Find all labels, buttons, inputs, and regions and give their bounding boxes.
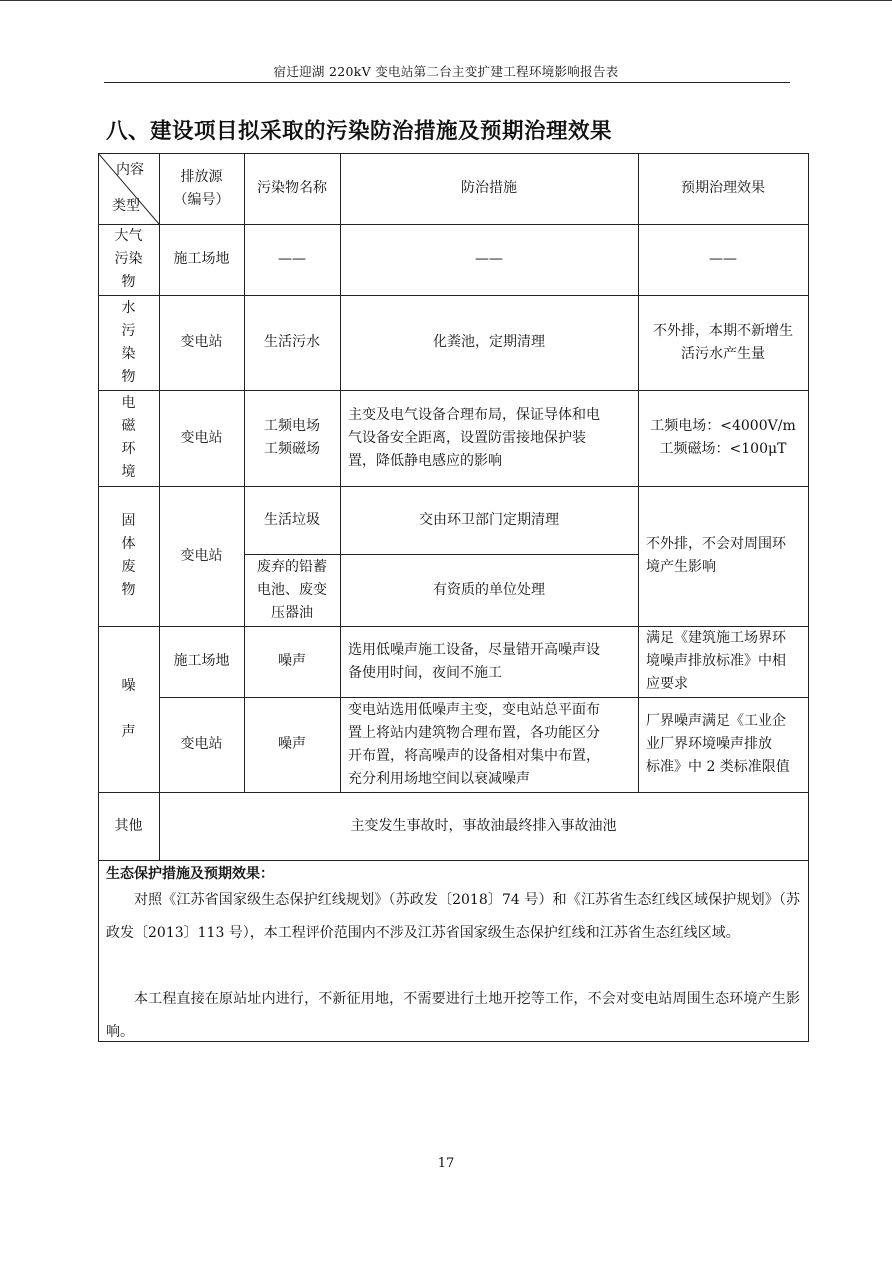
type-noise: 噪 声	[121, 677, 136, 740]
type-air: 大气 污染 物	[114, 228, 143, 290]
type-solid-waste: 固 体 废 物	[121, 513, 136, 598]
emf-source: 变电站	[180, 429, 223, 446]
water-measures: 化粪池，定期清理	[433, 334, 545, 350]
type-other: 其他	[114, 817, 143, 834]
solid-pollutant-garbage: 生活垃圾	[264, 511, 320, 528]
solid-measures-garbage: 交由环卫部门定期清理	[419, 511, 559, 528]
noise-effect-substation: 厂界噪声满足《工业企 业厂界环境噪声排放 标准》中 2 类标准限值	[646, 713, 790, 775]
noise-source-substation: 变电站	[180, 736, 223, 752]
air-source: 施工场地	[173, 251, 230, 267]
solid-effect: 不外排，不会对周围环 境产生影响	[646, 536, 786, 575]
section-title: 八、建设项目拟采取的污染防治措施及预期治理效果	[106, 119, 613, 144]
corner-label-type: 类型	[112, 198, 140, 214]
air-measures: ——	[475, 251, 503, 267]
ecology-paragraph-2: 本工程直接在原站址内进行，不新征用地，不需要进行土地开挖等工作，不会对变电站周围生态环境产生影响。	[106, 991, 800, 1040]
noise-effect-construction: 满足《建筑施工场界环 境噪声排放标准》中相 应要求	[646, 630, 786, 692]
ecology-paragraph-1: 对照《江苏省国家级生态保护红线规划》（苏政发〔2018〕74 号）和《江苏省生态红线区域保护规划》（苏政发〔2013〕113 号），本工程评价范围内不涉及江苏省国家级生态保护红线和江苏省生态红线区域。	[106, 892, 800, 941]
header-effect: 预期治理效果	[681, 180, 765, 196]
water-effect: 不外排，本期不新增生 活污水产生量	[653, 322, 793, 362]
noise-pollutant-construction: 噪声	[278, 653, 306, 669]
noise-pollutant-substation: 噪声	[278, 736, 306, 752]
emf-pollutant: 工频电场 工频磁场	[264, 418, 320, 457]
solid-pollutant-battery: 废弃的铅蓄 电池、废变 压器油	[257, 558, 327, 621]
solid-measures-battery: 有资质的单位处理	[433, 581, 545, 598]
header-source: 排放源 （编号）	[173, 168, 230, 208]
type-emf: 电 磁 环 境	[121, 395, 136, 480]
row-divider	[98, 860, 809, 861]
solid-source: 变电站	[180, 547, 223, 564]
header-pollutant: 污染物名称	[257, 180, 327, 196]
emf-measures: 主变及电气设备合理布局，保证导体和电 气设备安全距离，设置防雷接地保护装 置，降低静电感应的影响	[348, 406, 600, 469]
ecology-title: 生态保护措施及预期效果：	[106, 866, 274, 882]
air-effect: ——	[709, 251, 737, 267]
running-header: 宿迁迎湖 220kV 变电站第二台主变扩建工程环境影响报告表	[273, 64, 619, 79]
water-pollutant: 生活污水	[264, 334, 320, 350]
type-water: 水 污 染 物	[121, 299, 136, 385]
header-measures: 防治措施	[461, 180, 517, 196]
other-content: 主变发生事故时，事故油最终排入事故油池	[350, 817, 617, 834]
corner-label-content: 内容	[116, 162, 144, 178]
header-rule	[104, 82, 790, 83]
table-border-right	[808, 153, 809, 1042]
page-top-border	[0, 0, 892, 1]
water-source: 变电站	[180, 334, 223, 350]
noise-source-construction: 施工场地	[173, 653, 230, 669]
air-pollutant: ——	[278, 251, 306, 267]
noise-measures-substation: 变电站选用低噪声主变，变电站总平面布 置上将站内建筑物合理布置，各功能区分 开布置，将高噪声的设备相对集中布置， 充分利用场地空间以衰减噪声	[348, 701, 600, 787]
emf-effect: 工频电场：<4000V/m 工频磁场：<100μT	[650, 418, 796, 457]
page-number: 17	[437, 1156, 455, 1171]
noise-measures-construction: 选用低噪声施工设备，尽量错开高噪声设 备使用时间，夜间不施工	[348, 641, 600, 681]
